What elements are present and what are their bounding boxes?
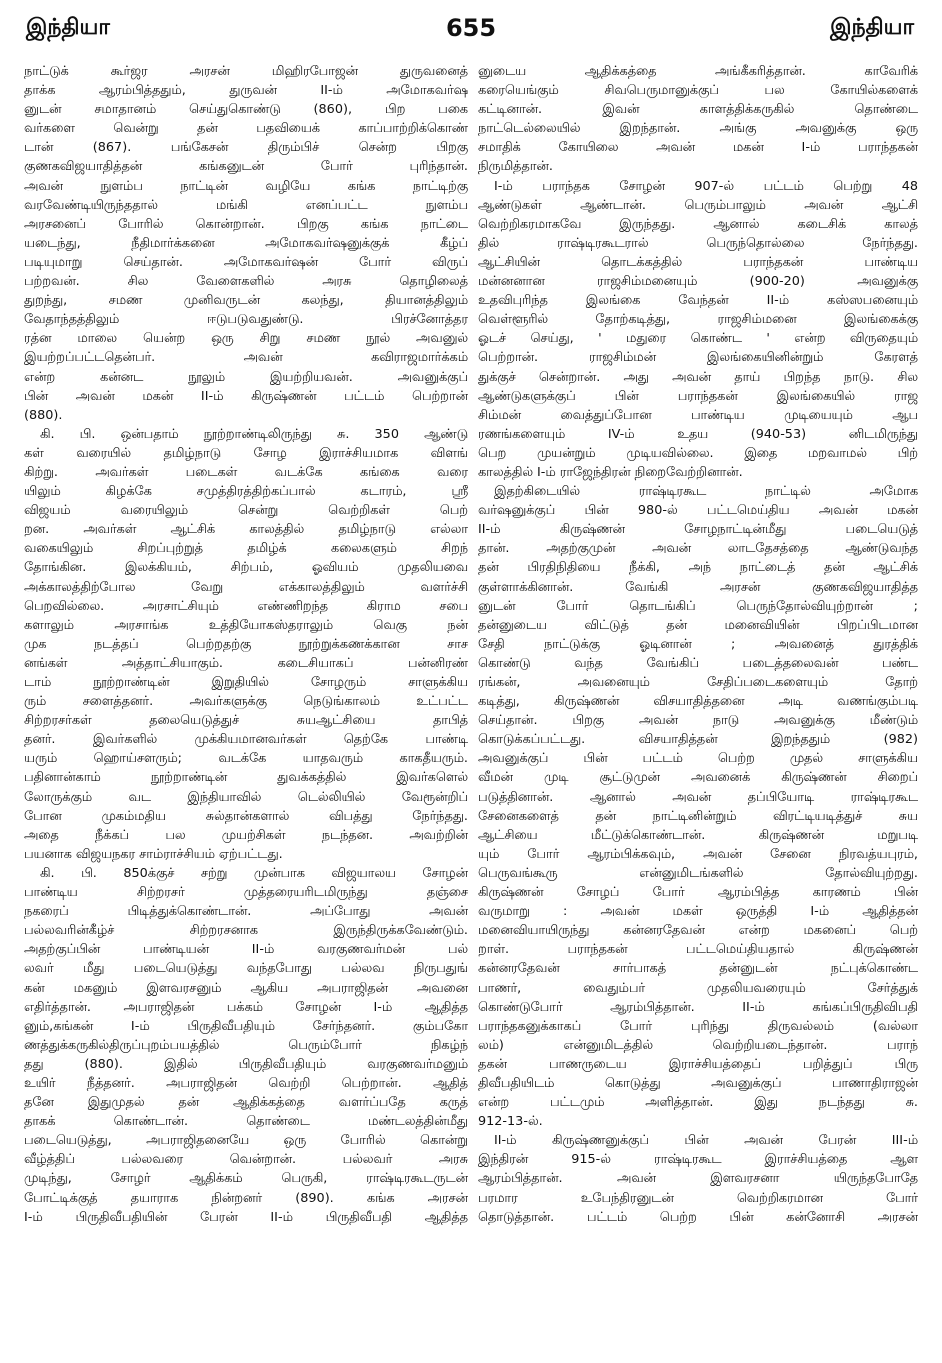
right-text-line: செய்தான். பிறகு அவன் நாடு அவனுக்கு மீண்டும் [478,713,918,729]
right-text-line: பராந்தகனுக்காகப் போர் புரிந்து திருவல்லம் (வல்லா [478,1018,918,1034]
right-text-line: யும் போர் ஆரம்பிக்கவும், அவன் சேனை நிரவத்யபுரம், [478,846,918,862]
right-text-line: ஆண்டுகளுக்குப் பின் பராந்தகன் இலங்கையில் ராஜ [478,388,918,404]
right-text-line: 912-13-ல். [478,1114,543,1130]
left-text-line: னுடன் சமாதானம் செய்துகொண்டு (860), பிற பகை [24,102,468,118]
right-text-line: தில் ராஷ்டிரகூடரால் பெருந்தொல்லை நேர்ந்தது. [478,235,918,251]
left-text-line: போட்டிக்குத் தயாராக நின்றனர் (890). கங்க அரசன் [24,1190,468,1206]
left-text-line: அரசனைப் போரில் கொன்றான். பிறகு கங்க நாட்டை [24,216,468,232]
right-text-line: என்ற பட்டமும் அளித்தான். இது நடந்தது சு. [478,1095,918,1111]
running-header-left: இந்தியா [26,15,110,40]
right-text-line: II-ம் கிருஷ்ணனுக்குப் பின் அவன் பேரன் III-ம் [494,1133,918,1149]
left-text-line: தனே இதுமுதல் தன் ஆதிக்கத்தை வளர்ப்பதே கருத் [24,1095,468,1111]
right-text-line: தன்னுடைய விட்டுத் தன் மனைவியின் பிறப்பிடமான [478,617,918,633]
left-text-line: என்ற கன்னட நூலும் இயற்றியவன். அவனுக்குப் [24,369,468,385]
right-text-line: பரமார உபேந்திரனுடன் வெற்றிகரமான போர் [478,1190,918,1206]
left-text-line: கி. பி. ஒன்பதாம் நூற்றாண்டிலிருந்து சு. 350 ஆண்டு [40,426,468,442]
left-text-line: தது (880). இதில் பிருதிவீபதியும் வரகுணவர்மனும் [24,1056,468,1072]
right-text-line: ஆட்சியின் தொடக்கத்தில் பராந்தகன் பாண்டிய [478,254,918,270]
right-text-line: பெற முயன்றும் முடியவில்லை. இதை மறவாமல் பிற் [478,445,918,461]
right-text-line: வெள்ளூரில் தோற்கடித்து, ராஜசிம்மனை இலங்கைக்கு [478,312,918,328]
right-text-line: கடித்து, கிருஷ்ணன் விசயாதித்தனை அடி வணங்கும்படி [478,694,918,710]
right-text-line: கொண்டுபோர் ஆரம்பித்தான். II-ம் கங்கப்பிருதிவிபதி [478,999,918,1015]
left-text-line: படையெடுத்து, அபராஜிதனையே ஒரு போரில் கொன்று [24,1133,468,1149]
left-text-line: தாகக் கொண்டான். தொண்டை மண்டலத்தின்மீது [24,1114,468,1130]
left-text-line: னங்கள் அத்தாட்சியாகும். கடைசியாகப் பன்னிரண் [24,655,468,671]
left-text-line: யிலும் கிழக்கே சமுத்திரத்திற்கப்பால் கடாரம், ஸ்ரீ [24,484,468,500]
right-text-line: றாள். பராந்தகன் பட்டமெய்தியதால் கிருஷ்ணன் [478,942,918,958]
right-text-line: பெருவங்கூரு என்னுமிடங்களில் தோல்வியுற்றது. [478,865,918,881]
right-text-line: சேனைகளைத் தன் நாட்டினின்றும் விரட்டியடித்துச் சுய [478,808,918,824]
right-text-line: கரையெங்கும் சிவபெருமானுக்குப் பல கோயில்களைக் [478,83,918,99]
right-text-line: தகன் பாணருடைய இராச்சியத்தைப் பறித்துப் பிரு [478,1056,918,1072]
left-text-line: விஜயம் வரையிலும் சென்று வெற்றிகள் பெற் [24,503,468,519]
left-text-line: லோருக்கும் வட இந்தியாவில் டெல்லியில் வேரூன்றிப் [24,789,468,805]
right-text-line: குள்ளாக்கினான். வேங்கி அரசன் குணகவிஜயாதித்த [478,579,918,595]
right-text-line: சேதி நாட்டுக்கு ஓடினான் ; அவனைத் துரத்திக் [478,636,918,652]
right-text-line: தன் பிரதிநிதியை நீக்கி, அந் நாட்டைத் தன் ஆட்சிக் [478,560,918,576]
left-text-line: (880). [24,407,63,423]
left-text-line: நாட்டுக் கூர்ஜர அரசன் மிஹிரபோஜன் துருவனைத் [24,64,468,79]
right-column [478,62,918,1362]
right-text-line: ரங்கன், அவனையும் சேதிப்படைகளையும் தோற் [478,675,918,690]
left-text-line: கள் வரையில் தமிழ்நாடு சோழ இராச்சியமாக விளங் [24,445,468,461]
right-text-line: கொண்டு வந்த வேங்கிப் படைத்தலைவன் பண்ட [478,655,918,671]
right-text-line: ஓடச் செய்து, ' மதுரை கொண்ட ' என்ற விருதையும் [478,331,918,347]
left-text-line: அதற்குப்பின் பாண்டியன் II-ம் வரகுணவர்மன் பல் [24,942,468,958]
left-text-line: பின் அவன் மகன் II-ம் கிருஷ்ணன் பட்டம் பெற்றான் [24,388,468,404]
right-text-line: II-ம் கிருஷ்ணன் சோழநாட்டின்மீது படையெடுத் [478,522,918,538]
left-text-line: பாண்டிய சிற்றரசர் முத்தரையரிடமிருந்து தஞ்சை [24,885,468,901]
left-text-line: களாலும் அரசாங்க உத்தியோகஸ்தராலும் வெகு நன் [24,617,468,633]
right-text-line: ஆண்டுகள் ஆண்டான். பெரும்பாலும் அவன் ஆட்சி [478,197,918,213]
right-text-line: கொடுக்கப்பட்டது. விசயாதித்தன் இறந்ததும் (982) [478,732,918,748]
left-text-line: அக்காலத்திற்போல வேறு எக்காலத்திலும் வளர்ச்சி [24,579,468,595]
left-text-line: பல்லவரின்கீழ்ச் சிற்றரசனாக இருந்திருக்கவேண்டும். [24,923,468,939]
right-text-line: துக்குச் சென்றான். அது அவன் தாய் பிறந்த நாடு. சில [478,369,918,385]
left-text-line: தாக்க ஆரம்பித்ததும், துருவன் II-ம் அமோகவர்ஷ [24,83,468,99]
left-text-line: டாம் நூற்றாண்டின் இறுதியில் சோழரும் சாளுக்கிய [24,675,468,690]
right-text-line: மனைவியாயிருந்து கன்னரதேவன் என்ற மகனைப் பெற் [478,923,918,939]
left-text-line: எதிர்த்தான். அபராஜிதன் பக்கம் சோழன் I-ம் ஆதித்த [24,999,468,1015]
left-text-line: டான் (867). பங்கேசன் திரும்பிச் சென்ற பிறகு [24,140,468,156]
right-text-line: ஆட்சியை மீட்டுக்கொண்டான். கிருஷ்ணன் மறுபடி [478,827,918,843]
right-text-line: னுடன் போர் தொடங்கிப் பெருந்தோல்வியுற்றான் ; [478,598,918,614]
left-text-line: படியுமாறு செய்தான். அமோகவர்ஷன் போர் விருப் [24,254,468,270]
left-text-line: அதை நீக்கப் பல முயற்சிகள் நடந்தன. அவற்றின் [24,827,468,843]
left-text-line: னும்,கங்கன் I-ம் பிருதிவீபதியும் சேர்ந்தனர். கும்பகோ [24,1018,468,1034]
right-text-line: ஆரம்பித்தான். அவன் இளவரசனா யிருந்தபோதே [478,1171,918,1187]
right-text-line: லம்) என்னுமிடத்தில் வெற்றியடைந்தான். பராந் [478,1037,918,1053]
left-text-line: உயிர் நீத்தனர். அபராஜிதன் வெற்றி பெற்றான். ஆதித் [24,1075,468,1091]
right-text-line: அவனுக்குப் பின் பட்டம் பெற்ற முதல் சாளுக்கிய [478,751,918,767]
left-text-line: வீழ்த்திப் பல்லவரை வென்றான். பல்லவர் அரசு [24,1152,468,1168]
left-text-line: யடைந்து, நீதிமார்க்கனை அமோகவர்ஷனுக்குக் கீழ்ப் [24,235,468,251]
right-text-line: வீமன் முடி சூட்டுமுன் அவனைக் கிருஷ்ணன் சிறைப் [478,770,918,786]
right-text-line: இதற்கிடையில் ராஷ்டிரகூட நாட்டில் அமோக [494,484,918,500]
left-text-line: யரும் ஹொய்சளரும்; வடக்கே யாதவரும் காகதீயரும். [24,751,468,767]
page-number: 655 [445,14,497,42]
left-text-line: தோங்கின. இலக்கியம், சிற்பம், ஓவியம் முதலியவை [24,560,468,576]
left-text-line: கன் மகனும் இளவரசனும் ஆகிய அபராஜிதன் அவனை [24,980,468,996]
left-text-line: முடிந்து, சோழர் ஆதிக்கம் பெருகி, ராஷ்டிரகூடருடன் [24,1171,468,1187]
right-text-line: மன்னனான ராஜசிம்மனையும் (900-20) அவனுக்கு [478,274,918,290]
left-text-line: I-ம் பிருதிவீபதியின் பேரன் II-ம் பிருதிவீபதி ஆதித்த [24,1209,468,1225]
left-text-line: முக நடத்தப் பெற்றதற்கு நூற்றுக்கணக்கான சாச [24,636,468,652]
left-text-line: சிற்றரசர்கள் தலையெடுத்துச் சுயஆட்சியை தாபித் [24,713,468,729]
right-text-line: உதவிபுரிந்த இலங்கை வேந்தன் II-ம் கஸ்ஸபனையும் [478,293,918,309]
right-text-line: சமாதிக் கோயிலை அவன் மகன் I-ம் பராந்தகன் [478,140,918,156]
left-text-line: பதினான்காம் நூற்றாண்டின் துவக்கத்தில் இவர்களெல் [24,770,468,786]
right-text-line: ரணங்களையும் IV-ம் உதய (940-53) னிடமிருந்து [478,426,918,442]
right-text-line: கட்டினான். இவன் காளத்திக்கருகில் தொண்டை [478,102,918,118]
right-text-line: சிம்மன் வைத்துப்போன பாண்டிய முடியையும் ஆப [478,407,918,423]
left-text-line: குணகவிஜயாதித்தன் கங்கனுடன் போர் புரிந்தான். [24,159,468,175]
left-text-line: கிற்று. அவர்கள் படைகள் வடக்கே கங்கை வரை [24,464,468,480]
right-text-line: னுடைய ஆதிக்கத்தை அங்கீகரித்தான். காவேரிக் [478,64,918,79]
left-text-line: பெறவில்லை. அரசாட்சியும் எண்ணிறந்த கிராம சபை [24,598,468,614]
left-text-line: பயனாக விஜயநகர சாம்ராச்சியம் ஏற்பட்டது. [24,846,283,862]
right-text-line: I-ம் பராந்தக சோழன் 907-ல் பட்டம் பெற்று 48 [494,178,918,194]
running-header-right: இந்தியா [830,15,914,40]
right-text-line: நிருமித்தான். [478,159,553,175]
left-text-line: போன முகம்மதிய சுல்தான்களால் விபத்து நேர்ந்தது. [24,808,468,824]
right-text-line: வர்ஷனுக்குப் பின் 980-ல் பட்டமெய்திய அவன் மகன் [478,503,918,519]
left-text-line: வர்களை வென்று தன் பதவியைக் காப்பாற்றிக்கொண் [24,121,468,137]
left-text-line: வகையிலும் சிறப்புற்றுத் தமிழ்க் கலைகளும் சிறந் [24,541,468,557]
left-text-line: அவன் நுளம்ப நாட்டின் வழியே கங்க நாட்டிற்கு [24,178,468,194]
right-text-line: தொடுத்தான். பட்டம் பெற்ற பின் கன்னோசி அரசன் [478,1209,918,1225]
right-text-line: கன்னரதேவன் சார்பாகத் தன்னுடன் நட்புக்கொண்ட [478,961,918,977]
left-text-line: பற்றவன். சில வேளைகளில் அரசு தொழிலைத் [24,274,468,290]
right-text-line: கிருஷ்ணன் சோழப் போர் ஆரம்பித்த காரணம் பின் [478,885,918,901]
left-text-line: ரும் சளைத்தனர். அவர்களுக்கு நெடுங்காலம் உட்பட்ட [24,694,468,710]
right-text-line: படுத்தினான். ஆனால் அவன் தப்பியோடி ராஷ்டிரகூட [478,789,918,805]
left-text-line: கி. பி. 850க்குச் சற்று முன்பாக விஜயாலய சோழன் [40,865,468,881]
left-text-line: ணத்துக்கருகில்திருப்புறம்பயத்தில் பெரும்போர் நிகழ்ந் [24,1037,468,1053]
right-text-line: நாட்டெல்லையில் இறந்தான். அங்கு அவனுக்கு ஒரு [478,121,918,137]
left-column [24,62,468,1362]
right-text-line: வெற்றிகரமாகவே இருந்தது. ஆனால் கடைசிக் காலத் [478,216,918,232]
right-text-line: தான். அதற்குமுன் அவன் லாடதேசத்தை ஆண்டுவந்த [478,541,918,557]
left-text-line: வரவேண்டியிருந்ததால் மங்கி எனப்பட்ட நுளம்ப [24,197,468,213]
right-text-line: பெற்றான். ராஜசிம்மன் இலங்கையினின்றும் கேரளத் [478,350,918,366]
left-text-line: லவர் மீது படையெடுத்து வந்தபோது பல்லவ நிருபதுங் [24,961,468,977]
right-text-line: காலத்தில் I-ம் ராஜேந்திரன் நிறைவேற்றினான். [478,464,743,480]
left-text-line: ரத்ன மாலை யென்ற ஒரு சிறு சமண நூல் அவனுல் [24,331,468,347]
left-text-line: தனர். இவர்களில் முக்கியமானவர்கள் தெற்கே பாண்டி [24,732,468,748]
left-text-line: நகரைப் பிடித்துக்கொண்டான். அப்போது அவன் [24,904,468,920]
left-text-line: றன. அவர்கள் ஆட்சிக் காலத்தில் தமிழ்நாடு எல்லா [24,522,468,538]
right-text-line: இந்திரன் 915-ல் ராஷ்டிரகூட இராச்சியத்தை ஆள [478,1152,918,1168]
left-text-line: துறந்து, சமண முனிவருடன் கலந்து, தியானத்திலும் [24,293,468,309]
right-text-line: திவீபதியிடம் கொடுத்து அவனுக்குப் பாணாதிராஜன் [478,1075,918,1091]
left-text-line: வேதாந்தத்திலும் ஈடுபடுவதுண்டு. பிரச்னோத்தர [24,312,468,328]
right-text-line: பாணர், வைதும்பர் முதலியவரையும் சேர்த்துக் [478,980,918,996]
left-text-line: இயற்றப்பட்டதென்பர். அவன் கவிராஜமார்க்கம் [24,350,468,366]
right-text-line: வருமாறு : அவன் மகள் ஒருத்தி I-ம் ஆதித்தன் [478,904,918,920]
